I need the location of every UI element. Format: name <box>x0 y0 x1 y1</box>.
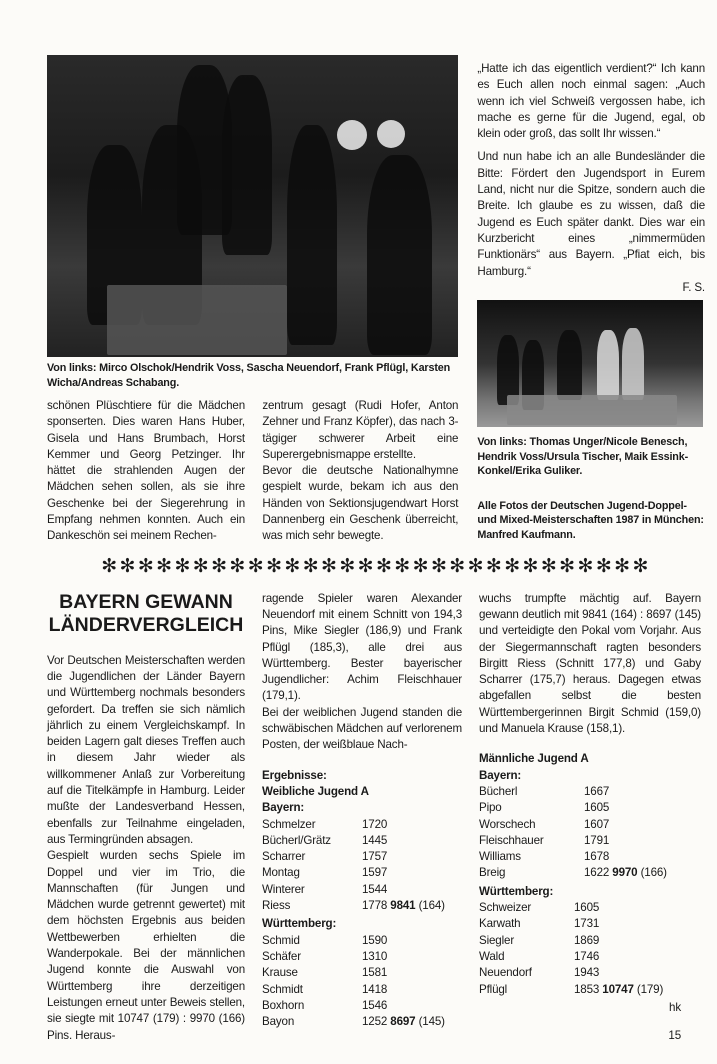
table-row <box>262 833 445 849</box>
player-score <box>362 833 445 849</box>
table-row <box>479 833 667 849</box>
player-score <box>362 965 445 981</box>
category-heading: Männliche Jugend A <box>479 752 589 766</box>
player-name: Bayon <box>262 1015 295 1029</box>
top-right-block <box>477 61 705 542</box>
asterisk-divider: ✻✻✻✻✻✻✻✻✻✻✻✻✻✻✻✻✻✻✻✻✻✻✻✻✻✻✻✻✻✻ <box>101 555 651 577</box>
player-name: Karwath <box>479 917 521 931</box>
player-score <box>584 833 667 849</box>
table-row <box>262 882 445 898</box>
paragraph: „Hatte ich das eigentlich verdient?“ Ich kann es Euch allen noch einmal sagen: „Auch wenn ich viel Schweiß vergossen habe, ich mache es gerne für die Jugend, egal, ob klein oder groß, das sollt Ihr wissen.“ <box>477 62 705 141</box>
paragraph: Gespielt wurden sechs Spiele im Doppel und vier im Trio, die Mannschaften (für Jungen und Mädchen wurde getrennt gewertet) mit dem höchsten Ergebnis aus beiden Wettbewerben erhielten die Wanderpokale. Bei der männlichen Jugend konnte die Auswahl von Württemberg ihre derzeitigen Leistungen erneut unter Beweis stellen, sie siegte mit 10747 (179) : 9970 (166) Pins. Heraus- <box>47 849 245 1042</box>
score: 1757 <box>362 850 388 864</box>
photo2-caption: Von links: Thomas Unger/Nicole Benesch, Hendrik Voss/Ursula Tischer, Maik Essink-Konkel/Erika Guliker. <box>477 436 689 478</box>
table-row <box>479 965 663 981</box>
player-score <box>362 898 445 914</box>
article-column-3 <box>479 591 701 1045</box>
table-row <box>479 784 667 800</box>
score: 1853 <box>574 982 600 996</box>
player-score <box>362 933 445 949</box>
table-row <box>262 998 445 1014</box>
team-average: (164) <box>418 899 445 913</box>
player-name: Bücherl <box>479 784 518 798</box>
paragraph: Und nun habe ich an alle Bundesländer die Bitte: Fördert den Jugendsport in Eurem Land, nicht nur die Spitze, sondern auch die Breite. Ich glaube es zu wissen, daß die Jugend es Euch später dankt. Dies war ein Kurzbericht eines „nimmermüden Funktionärs“ aus Bayern. „Pfiat eich, bis Hamburg.“ <box>477 150 705 278</box>
score: 1791 <box>584 833 610 847</box>
player-score <box>584 849 667 865</box>
score: 1943 <box>574 966 600 980</box>
paragraph: wuchs trumpfte mächtig auf. Bayern gewann deutlich mit 9841 (164) : 8697 (145) und verteidigte den Pokal vom Vorjahr. Aus der Siegermannschaft ragten besonders Birgitt Riess (Schnitt 177,8) und Gaby Scharrer (175,7) heraus. Dagegen etwas abgefallen selbst die besten Württembergerinnen Birgit Schmid (159,0) und Manuela Krause (158,1). <box>479 591 701 736</box>
top-left-block <box>47 55 458 545</box>
player-score <box>362 982 445 998</box>
player-name: Schweizer <box>479 901 532 915</box>
player-score <box>574 916 663 932</box>
player-score <box>362 949 445 965</box>
score: 1544 <box>362 882 388 896</box>
score: 1667 <box>584 784 610 798</box>
team-average: (166) <box>640 866 667 880</box>
table-row <box>262 933 445 949</box>
results-heading: Ergebnisse: <box>262 768 327 782</box>
table-row <box>262 1014 445 1030</box>
photo-credit: Alle Fotos der Deutschen Jugend-Doppel- und Mixed-Meisterschaften 1987 in München: Manfred Kaufmann. <box>477 499 704 541</box>
player-score <box>362 849 445 865</box>
closing-text <box>477 61 705 296</box>
score: 1622 <box>584 866 610 880</box>
player-name: Schmidt <box>262 982 303 996</box>
player-score <box>362 882 445 898</box>
results-table <box>479 900 663 998</box>
photo1-caption: Von links: Mirco Olschok/Hendrik Voss, Sascha Neuendorf, Frank Pflügl, Karsten Wicha/Andreas Schabang. <box>47 362 451 389</box>
team-total: 8697 <box>390 1015 416 1029</box>
player-name: Riess <box>262 899 291 913</box>
player-score <box>362 998 445 1014</box>
table-row <box>479 800 667 816</box>
author-initials: hk <box>669 1000 681 1014</box>
table-row <box>479 949 663 965</box>
paragraph: zentrum gesagt (Rudi Hofer, Anton Zehner und Franz Köpfer), das nach 3-tägiger schwerer Arbeit eine Superergebnismappe erstellte. <box>262 399 459 461</box>
player-name: Schäfer <box>262 949 301 963</box>
score: 1605 <box>574 901 600 915</box>
table-row <box>479 900 663 916</box>
player-name: Neuendorf <box>479 966 532 980</box>
results-table <box>262 933 445 1031</box>
player-name: Winterer <box>262 882 305 896</box>
score: 1731 <box>574 917 600 931</box>
article-column-2 <box>262 591 462 1031</box>
results-table <box>479 784 667 882</box>
intro-column-2 <box>262 398 458 545</box>
table-row <box>262 949 445 965</box>
player-name: Montag <box>262 866 300 880</box>
table-row <box>262 898 445 914</box>
player-score <box>362 865 445 881</box>
score: 1678 <box>584 850 610 864</box>
player-name: Williams <box>479 850 521 864</box>
team-total: 10747 <box>602 982 634 996</box>
category-heading: Weibliche Jugend A <box>262 784 369 798</box>
table-row <box>262 982 445 998</box>
score: 1746 <box>574 949 600 963</box>
headline <box>47 591 245 637</box>
paragraph: ragende Spieler waren Alexander Neuendorf mit einem Schnitt von 194,3 Pins, Mike Siegler (186,9) und Frank Pflügl (185,3), alle drei aus Württemberg. Bester bayerischer Jugendlicher: Achim Fleischhauer (179,1). <box>262 591 462 703</box>
player-name: Schmelzer <box>262 817 316 831</box>
team-total: 9841 <box>390 899 416 913</box>
table-row <box>479 982 663 998</box>
paragraph: Vor Deutschen Meisterschaften werden die Jugendlichen der Länder Bayern und Württemberg nochmals besonders gefordert. Da treffen sie sich nämlich jährlich zu einem Vergleichskampf. In beiden Lagern galt dieses Treffen auch in diesem Jahr wieder als willkommener Anlaß zur Vorbereitung auf die Titelkämpfe in Hamburg. Leider mußte der Landesverband Hessen, ebenfalls zur Teilnahme eingeladen, aus Termingründen absagen. <box>47 653 245 846</box>
player-name: Breig <box>479 866 506 880</box>
team-average: (179) <box>636 982 664 996</box>
player-score <box>362 1014 445 1030</box>
player-name: Krause <box>262 966 298 980</box>
intro-columns <box>47 398 458 545</box>
score: 1252 <box>362 1015 388 1029</box>
page-number: 15 <box>668 1029 681 1043</box>
table-row <box>479 865 667 881</box>
score: 1605 <box>584 801 610 815</box>
player-name: Schmid <box>262 933 300 947</box>
team-heading: Bayern: <box>262 801 305 815</box>
team-heading: Württemberg: <box>479 884 554 898</box>
team-total: 9970 <box>612 866 638 880</box>
score: 1310 <box>362 949 388 963</box>
results-table <box>262 817 445 915</box>
article-section <box>47 591 705 1045</box>
score: 1590 <box>362 933 388 947</box>
top-section <box>47 55 705 545</box>
table-row <box>262 965 445 981</box>
table-row <box>479 916 663 932</box>
player-score <box>584 865 667 881</box>
table-row <box>262 849 445 865</box>
article-column-1 <box>47 591 245 1044</box>
player-name: Pflügl <box>479 982 508 996</box>
headline-line: BAYERN GEWANN <box>59 590 233 613</box>
player-score <box>584 800 667 816</box>
table-row <box>479 817 667 833</box>
player-score <box>574 900 663 916</box>
author-signature: F. S. <box>682 280 705 294</box>
player-name: Bücherl/Grätz <box>262 833 331 847</box>
player-score <box>362 817 445 833</box>
score: 1546 <box>362 998 388 1012</box>
score: 1581 <box>362 966 388 980</box>
score: 1869 <box>574 933 600 947</box>
player-name: Fleischhauer <box>479 833 544 847</box>
team-heading: Württemberg: <box>262 917 337 931</box>
player-name: Scharrer <box>262 850 306 864</box>
player-score <box>584 784 667 800</box>
player-name: Wald <box>479 949 505 963</box>
results-male <box>479 751 701 1016</box>
player-name: Pipo <box>479 801 502 815</box>
player-score <box>584 817 667 833</box>
player-score <box>574 933 663 949</box>
player-score <box>574 949 663 965</box>
score: 1778 <box>362 899 388 913</box>
score: 1418 <box>362 982 388 996</box>
table-row <box>479 933 663 949</box>
headline-line: LÄNDERVERGLEICH <box>48 613 244 636</box>
score: 1720 <box>362 817 388 831</box>
intro-column-1: schönen Plüschtiere für die Mädchen sponserten. Dies waren Hans Huber, Gisela und Hans Brumbach, Horst Kemmer und Georg Petzinger. Ihr hättet die strahlenden Augen der Mädchen sehen sollen, als sie ihre Geschenke bei der Siegerehrung in Empfang nehmen konnten. Auch ein Dankeschön sei meinem Rechen- <box>47 399 245 543</box>
score: 1607 <box>584 817 610 831</box>
player-name: Boxhorn <box>262 998 305 1012</box>
score: 1445 <box>362 833 388 847</box>
score: 1597 <box>362 866 388 880</box>
player-name: Worschech <box>479 817 536 831</box>
doubles-winners-photo <box>477 300 703 427</box>
team-heading: Bayern: <box>479 768 522 782</box>
player-name: Siegler <box>479 933 515 947</box>
table-row <box>262 817 445 833</box>
paragraph: Bei der weiblichen Jugend standen die schwäbischen Mädchen auf verlorenem Posten, der weißblaue Nach- <box>262 705 462 752</box>
player-score <box>574 965 663 981</box>
table-row <box>262 865 445 881</box>
player-score <box>574 982 663 998</box>
award-ceremony-photo <box>47 55 458 357</box>
table-row <box>479 849 667 865</box>
team-average: (145) <box>418 1015 445 1029</box>
paragraph: Bevor die deutsche Nationalhymne gespielt wurde, bekam ich aus den Händen von Sektionsjugendwart Horst Dannenberg ein Geschenk überreicht, was mich sehr bewegte. <box>262 464 459 543</box>
results-female <box>262 768 462 1031</box>
